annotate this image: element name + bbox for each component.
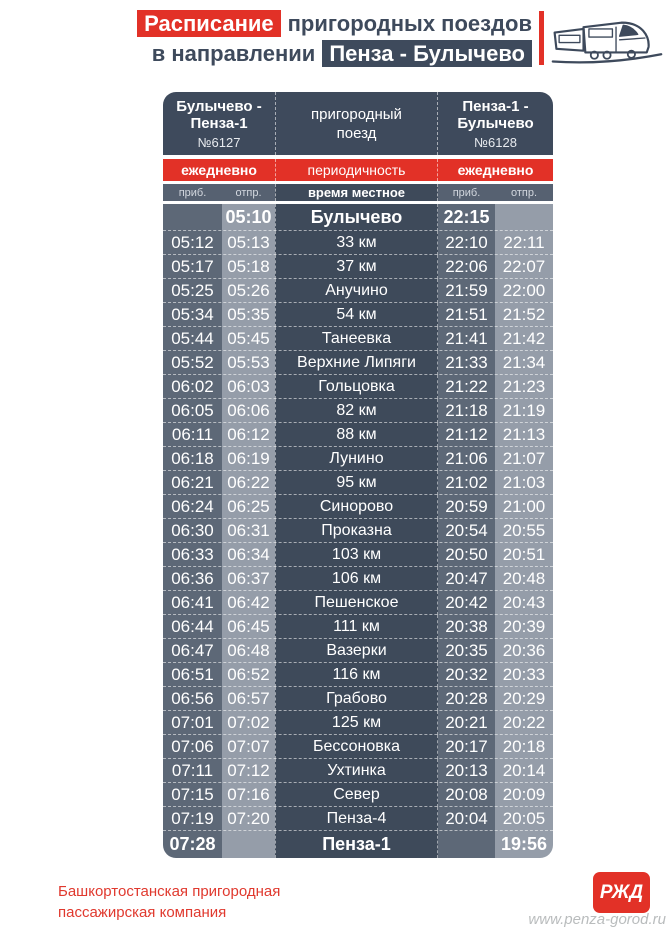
time-cell: 05:18 <box>222 255 275 279</box>
time-cell: 21:12 <box>438 423 495 447</box>
time-cell: 20:59 <box>438 495 495 519</box>
table-row <box>163 543 553 567</box>
station-cell: 103 км <box>275 543 438 567</box>
route-left <box>163 92 275 155</box>
table-row <box>163 615 553 639</box>
time-cell: 06:06 <box>222 399 275 423</box>
local-time-label: время местное <box>275 184 438 201</box>
time-cell: 21:00 <box>495 495 553 519</box>
time-cell: 06:03 <box>222 375 275 399</box>
station-cell: Анучино <box>275 279 438 303</box>
time-cell: 05:53 <box>222 351 275 375</box>
time-cell: 06:44 <box>163 615 222 639</box>
red-divider-bar <box>539 11 544 65</box>
time-cell: 06:36 <box>163 567 222 591</box>
time-cell: 19:56 <box>495 831 553 858</box>
time-cell: 05:35 <box>222 303 275 327</box>
column-labels-row <box>163 184 553 201</box>
time-cell <box>222 831 275 858</box>
time-cell: 06:02 <box>163 375 222 399</box>
station-cell: Пенза-4 <box>275 807 438 831</box>
time-cell: 20:21 <box>438 711 495 735</box>
time-cell: 20:33 <box>495 663 553 687</box>
periodicity-row <box>163 159 553 181</box>
title-highlight-red: Расписание <box>137 10 280 37</box>
time-cell: 21:41 <box>438 327 495 351</box>
arr-label-left: приб. <box>163 184 222 201</box>
time-cell <box>495 204 553 231</box>
schedule-table <box>163 92 553 858</box>
time-cell: 21:03 <box>495 471 553 495</box>
title-prefix: в направлении <box>151 40 316 66</box>
time-cell: 06:05 <box>163 399 222 423</box>
time-cell: 20:47 <box>438 567 495 591</box>
time-cell: 21:33 <box>438 351 495 375</box>
time-cell: 07:02 <box>222 711 275 735</box>
time-cell: 06:19 <box>222 447 275 471</box>
time-cell: 20:51 <box>495 543 553 567</box>
time-cell: 20:22 <box>495 711 553 735</box>
title-line-2 <box>152 40 532 67</box>
website-watermark: www.penza-gorod.ru <box>528 911 666 928</box>
table-row <box>163 447 553 471</box>
route-right <box>438 92 553 155</box>
time-cell: 07:15 <box>163 783 222 807</box>
time-cell: 05:12 <box>163 231 222 255</box>
time-cell: 06:33 <box>163 543 222 567</box>
time-cell: 06:51 <box>163 663 222 687</box>
time-cell: 06:22 <box>222 471 275 495</box>
station-cell: Ухтинка <box>275 759 438 783</box>
time-cell: 07:01 <box>163 711 222 735</box>
time-cell: 20:04 <box>438 807 495 831</box>
time-cell: 22:07 <box>495 255 553 279</box>
title-line-1 <box>137 10 532 37</box>
time-cell <box>163 204 222 231</box>
time-cell: 21:02 <box>438 471 495 495</box>
table-row <box>163 663 553 687</box>
time-cell: 05:17 <box>163 255 222 279</box>
time-cell: 06:37 <box>222 567 275 591</box>
station-cell: 106 км <box>275 567 438 591</box>
time-cell: 21:18 <box>438 399 495 423</box>
time-cell: 20:17 <box>438 735 495 759</box>
time-cell: 20:05 <box>495 807 553 831</box>
time-cell: 21:22 <box>438 375 495 399</box>
time-cell: 20:55 <box>495 519 553 543</box>
time-cell: 06:48 <box>222 639 275 663</box>
time-cell: 21:59 <box>438 279 495 303</box>
time-cell: 06:56 <box>163 687 222 711</box>
time-cell: 05:10 <box>222 204 275 231</box>
time-cell: 07:20 <box>222 807 275 831</box>
time-cell: 06:34 <box>222 543 275 567</box>
station-cell: 116 км <box>275 663 438 687</box>
station-cell: 33 км <box>275 231 438 255</box>
periodicity-label: периодичность <box>275 159 438 181</box>
daily-right-label: ежедневно <box>457 162 534 178</box>
arr-label-right: приб. <box>438 184 495 201</box>
time-cell: 20:28 <box>438 687 495 711</box>
time-cell: 22:10 <box>438 231 495 255</box>
station-cell: 95 км <box>275 471 438 495</box>
dep-label-left: отпр. <box>222 184 275 201</box>
time-cell: 06:30 <box>163 519 222 543</box>
company-name <box>58 881 280 923</box>
route-right-number: №6128 <box>474 134 517 150</box>
time-cell: 20:50 <box>438 543 495 567</box>
time-cell: 20:13 <box>438 759 495 783</box>
station-cell: Синорово <box>275 495 438 519</box>
time-cell: 20:48 <box>495 567 553 591</box>
time-cell: 21:42 <box>495 327 553 351</box>
title-rest: пригородных поездов <box>287 10 532 36</box>
time-cell: 06:42 <box>222 591 275 615</box>
time-cell: 21:34 <box>495 351 553 375</box>
table-row <box>163 567 553 591</box>
time-cell: 07:06 <box>163 735 222 759</box>
table-row <box>163 255 553 279</box>
time-cell: 22:00 <box>495 279 553 303</box>
company-line-2: пассажирская компания <box>58 904 227 921</box>
time-cell <box>438 831 495 858</box>
time-cell: 05:26 <box>222 279 275 303</box>
time-cell: 06:41 <box>163 591 222 615</box>
time-cell: 20:38 <box>438 615 495 639</box>
station-cell: Танеевка <box>275 327 438 351</box>
time-cell: 06:31 <box>222 519 275 543</box>
dep-label-right: отпр. <box>495 184 553 201</box>
title-highlight-dark: Пенза - Булычево <box>322 40 532 67</box>
time-cell: 22:06 <box>438 255 495 279</box>
time-cell: 05:34 <box>163 303 222 327</box>
station-cell: 111 км <box>275 615 438 639</box>
page-header <box>0 8 663 68</box>
time-cell: 21:07 <box>495 447 553 471</box>
station-cell: 37 км <box>275 255 438 279</box>
station-cell: Булычево <box>275 204 438 231</box>
rzd-logo <box>593 872 650 913</box>
table-row <box>163 807 553 831</box>
table-row <box>163 687 553 711</box>
time-cell: 07:07 <box>222 735 275 759</box>
station-cell: Верхние Липяги <box>275 351 438 375</box>
station-cell: Вазерки <box>275 639 438 663</box>
time-cell: 21:19 <box>495 399 553 423</box>
table-row <box>163 471 553 495</box>
time-cell: 20:29 <box>495 687 553 711</box>
station-cell: Север <box>275 783 438 807</box>
time-cell: 06:45 <box>222 615 275 639</box>
time-cell: 20:35 <box>438 639 495 663</box>
table-row <box>163 327 553 351</box>
time-cell: 20:32 <box>438 663 495 687</box>
time-cell: 06:57 <box>222 687 275 711</box>
station-cell: 82 км <box>275 399 438 423</box>
time-cell: 21:52 <box>495 303 553 327</box>
table-row <box>163 351 553 375</box>
train-type-label: пригородный поезд <box>275 92 438 155</box>
time-cell: 20:14 <box>495 759 553 783</box>
table-row <box>163 783 553 807</box>
route-header-row <box>163 92 553 155</box>
table-row <box>163 375 553 399</box>
time-cell: 21:06 <box>438 447 495 471</box>
table-row <box>163 423 553 447</box>
station-cell: Бессоновка <box>275 735 438 759</box>
time-cell: 20:36 <box>495 639 553 663</box>
page-title <box>137 10 532 67</box>
time-cell: 20:54 <box>438 519 495 543</box>
table-row <box>163 519 553 543</box>
route-left-number: №6127 <box>197 134 241 150</box>
station-cell: Пешенское <box>275 591 438 615</box>
table-row <box>163 831 553 858</box>
time-cell: 05:13 <box>222 231 275 255</box>
time-cell: 21:13 <box>495 423 553 447</box>
time-cell: 06:18 <box>163 447 222 471</box>
table-row <box>163 735 553 759</box>
time-cell: 20:43 <box>495 591 553 615</box>
train-icon <box>551 9 663 67</box>
station-cell: 54 км <box>275 303 438 327</box>
time-cell: 05:45 <box>222 327 275 351</box>
table-row <box>163 759 553 783</box>
table-row <box>163 495 553 519</box>
route-left-name: Булычево - Пенза-1 <box>176 97 262 132</box>
table-row <box>163 204 553 231</box>
station-cell: Пенза-1 <box>275 831 438 858</box>
time-cell: 07:11 <box>163 759 222 783</box>
time-cell: 06:21 <box>163 471 222 495</box>
time-cell: 22:15 <box>438 204 495 231</box>
time-cell: 06:24 <box>163 495 222 519</box>
time-cell: 06:47 <box>163 639 222 663</box>
time-cell: 06:11 <box>163 423 222 447</box>
time-cell: 07:16 <box>222 783 275 807</box>
time-cell: 20:39 <box>495 615 553 639</box>
table-row <box>163 711 553 735</box>
station-cell: Лунино <box>275 447 438 471</box>
time-cell: 20:18 <box>495 735 553 759</box>
time-cell: 06:25 <box>222 495 275 519</box>
company-line-1: Башкортостанская пригородная <box>58 883 281 900</box>
table-row <box>163 639 553 663</box>
station-cell: 125 км <box>275 711 438 735</box>
station-cell: Грабово <box>275 687 438 711</box>
table-row <box>163 399 553 423</box>
table-row <box>163 279 553 303</box>
table-row <box>163 591 553 615</box>
time-cell: 21:51 <box>438 303 495 327</box>
schedule-body <box>163 204 553 858</box>
station-cell: Гольцовка <box>275 375 438 399</box>
time-cell: 21:23 <box>495 375 553 399</box>
table-row <box>163 303 553 327</box>
time-cell: 22:11 <box>495 231 553 255</box>
time-cell: 05:44 <box>163 327 222 351</box>
time-cell: 05:25 <box>163 279 222 303</box>
time-cell: 05:52 <box>163 351 222 375</box>
table-row <box>163 231 553 255</box>
rzd-logo-text: РЖД <box>599 881 644 903</box>
time-cell: 07:19 <box>163 807 222 831</box>
time-cell: 20:42 <box>438 591 495 615</box>
station-cell: 88 км <box>275 423 438 447</box>
station-cell: Проказна <box>275 519 438 543</box>
route-right-name: Пенза-1 - Булычево <box>457 97 534 132</box>
time-cell: 07:28 <box>163 831 222 858</box>
time-cell: 06:52 <box>222 663 275 687</box>
time-cell: 20:08 <box>438 783 495 807</box>
time-cell: 06:12 <box>222 423 275 447</box>
time-cell: 07:12 <box>222 759 275 783</box>
daily-left-label: ежедневно <box>181 162 257 178</box>
time-cell: 20:09 <box>495 783 553 807</box>
